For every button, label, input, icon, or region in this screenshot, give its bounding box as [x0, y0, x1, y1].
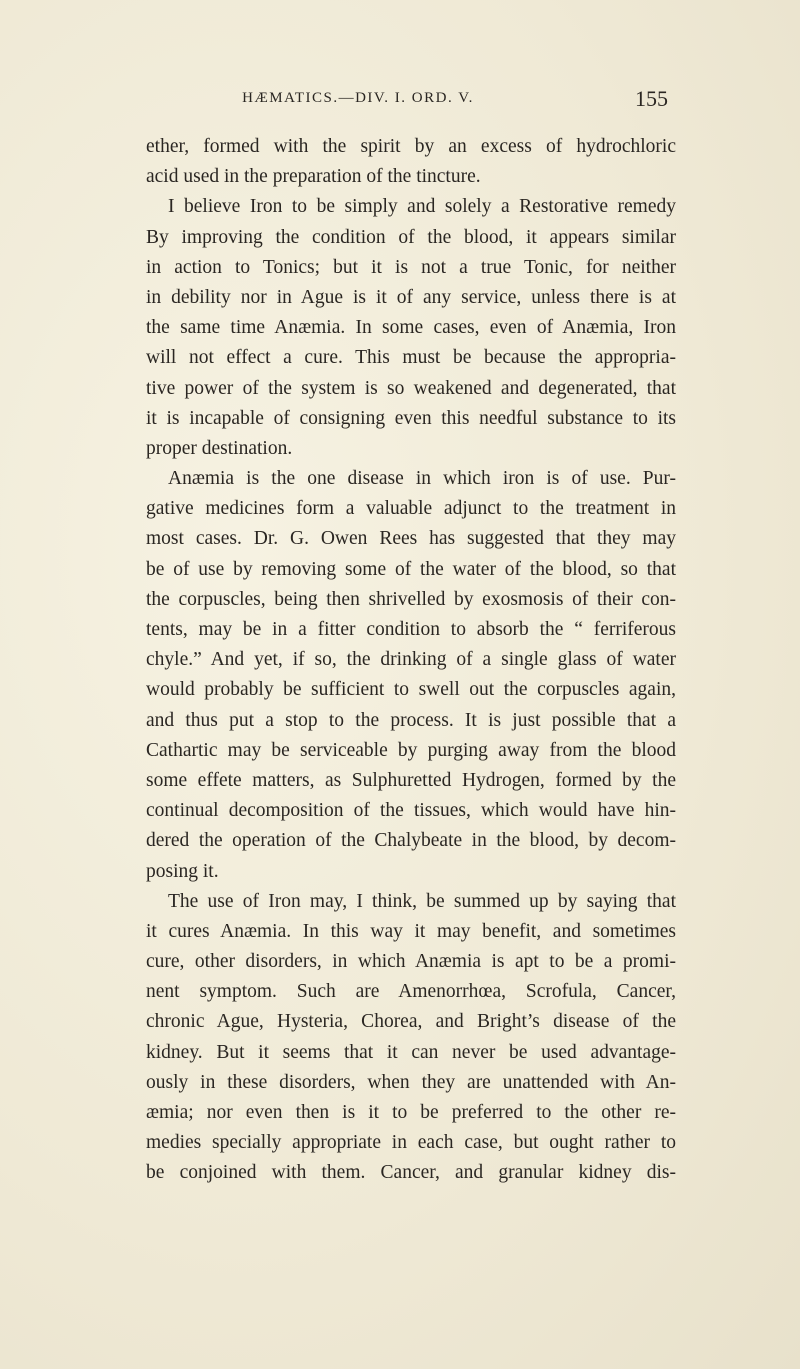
- paragraph-start: I believe Iron to be simply and solely a Restorative remedy: [168, 196, 676, 218]
- text-line: chyle.” And yet, if so, the drinking of a single glass of water: [146, 649, 676, 671]
- text-line: tents, may be in a fitter condition to absorb the “ ferriferous: [146, 619, 676, 640]
- page-header: [148, 86, 668, 120]
- text-line: the corpuscles, being then shrivelled by exosmosis of their con-: [146, 588, 676, 610]
- paragraph-start: Anæmia is the one disease in which iron is of use. Pur-: [168, 468, 676, 490]
- text-line: dered the operation of the Chalybeate in the blood, by decom-: [146, 830, 676, 852]
- text-line: tive power of the system is so weakened and degenerated, that: [146, 377, 676, 399]
- page-number: 155: [635, 86, 668, 111]
- text-line: most cases. Dr. G. Owen Rees has suggested that they may: [146, 528, 676, 550]
- body-text: [146, 132, 676, 1189]
- text-line: will not effect a cure. This must be because the appropria-: [146, 347, 676, 369]
- text-line: cure, other disorders, in which Anæmia is apt to be a promi-: [146, 951, 676, 973]
- text-line: acid used in the preparation of the tincture.: [146, 166, 481, 188]
- text-line: the same time Anæmia. In some cases, even of Anæmia, Iron: [146, 317, 676, 339]
- text-line: and thus put a stop to the process. It is just possible that a: [146, 709, 676, 731]
- text-line: By improving the condition of the blood, it appears similar: [146, 226, 676, 248]
- text-line: posing it.: [146, 860, 219, 882]
- text-line: gative medicines form a valuable adjunct to the treatment in: [146, 498, 676, 520]
- text-line: be conjoined with them. Cancer, and granular kidney dis-: [146, 1162, 676, 1184]
- text-line: some effete matters, as Sulphuretted Hydrogen, formed by the: [146, 769, 676, 791]
- text-line: Cathartic may be serviceable by purging away from the blood: [146, 739, 676, 761]
- running-head: HÆMATICS.—DIV. I. ORD. V.: [242, 90, 474, 106]
- text-line: medies specially appropriate in each case, but ought rather to: [146, 1132, 676, 1154]
- paragraph-start: The use of Iron may, I think, be summed up by saying that: [168, 890, 676, 912]
- text-line: in debility nor in Ague is it of any service, unless there is at: [146, 286, 676, 308]
- text-line: would probably be sufficient to swell out the corpuscles again,: [146, 679, 676, 701]
- text-line: kidney. But it seems that it can never be used advantage-: [146, 1041, 676, 1063]
- text-line: be of use by removing some of the water of the blood, so that: [146, 558, 676, 580]
- text-line: ously in these disorders, when they are unattended with An-: [146, 1071, 676, 1093]
- text-line: æmia; nor even then is it to be preferred to the other re-: [146, 1102, 676, 1123]
- text-line: proper destination.: [146, 437, 293, 459]
- text-line: it cures Anæmia. In this way it may benefit, and sometimes: [146, 920, 676, 942]
- text-line: chronic Ague, Hysteria, Chorea, and Bright’s disease of the: [146, 1011, 676, 1033]
- text-line: it is incapable of consigning even this needful substance to its: [146, 407, 676, 429]
- text-line: continual decomposition of the tissues, which would have hin-: [146, 800, 676, 822]
- text-line: in action to Tonics; but it is not a true Tonic, for neither: [146, 256, 676, 278]
- text-line: ether, formed with the spirit by an excess of hydrochloric: [146, 136, 676, 157]
- text-line: nent symptom. Such are Amenorrhœa, Scrofula, Cancer,: [146, 981, 676, 1003]
